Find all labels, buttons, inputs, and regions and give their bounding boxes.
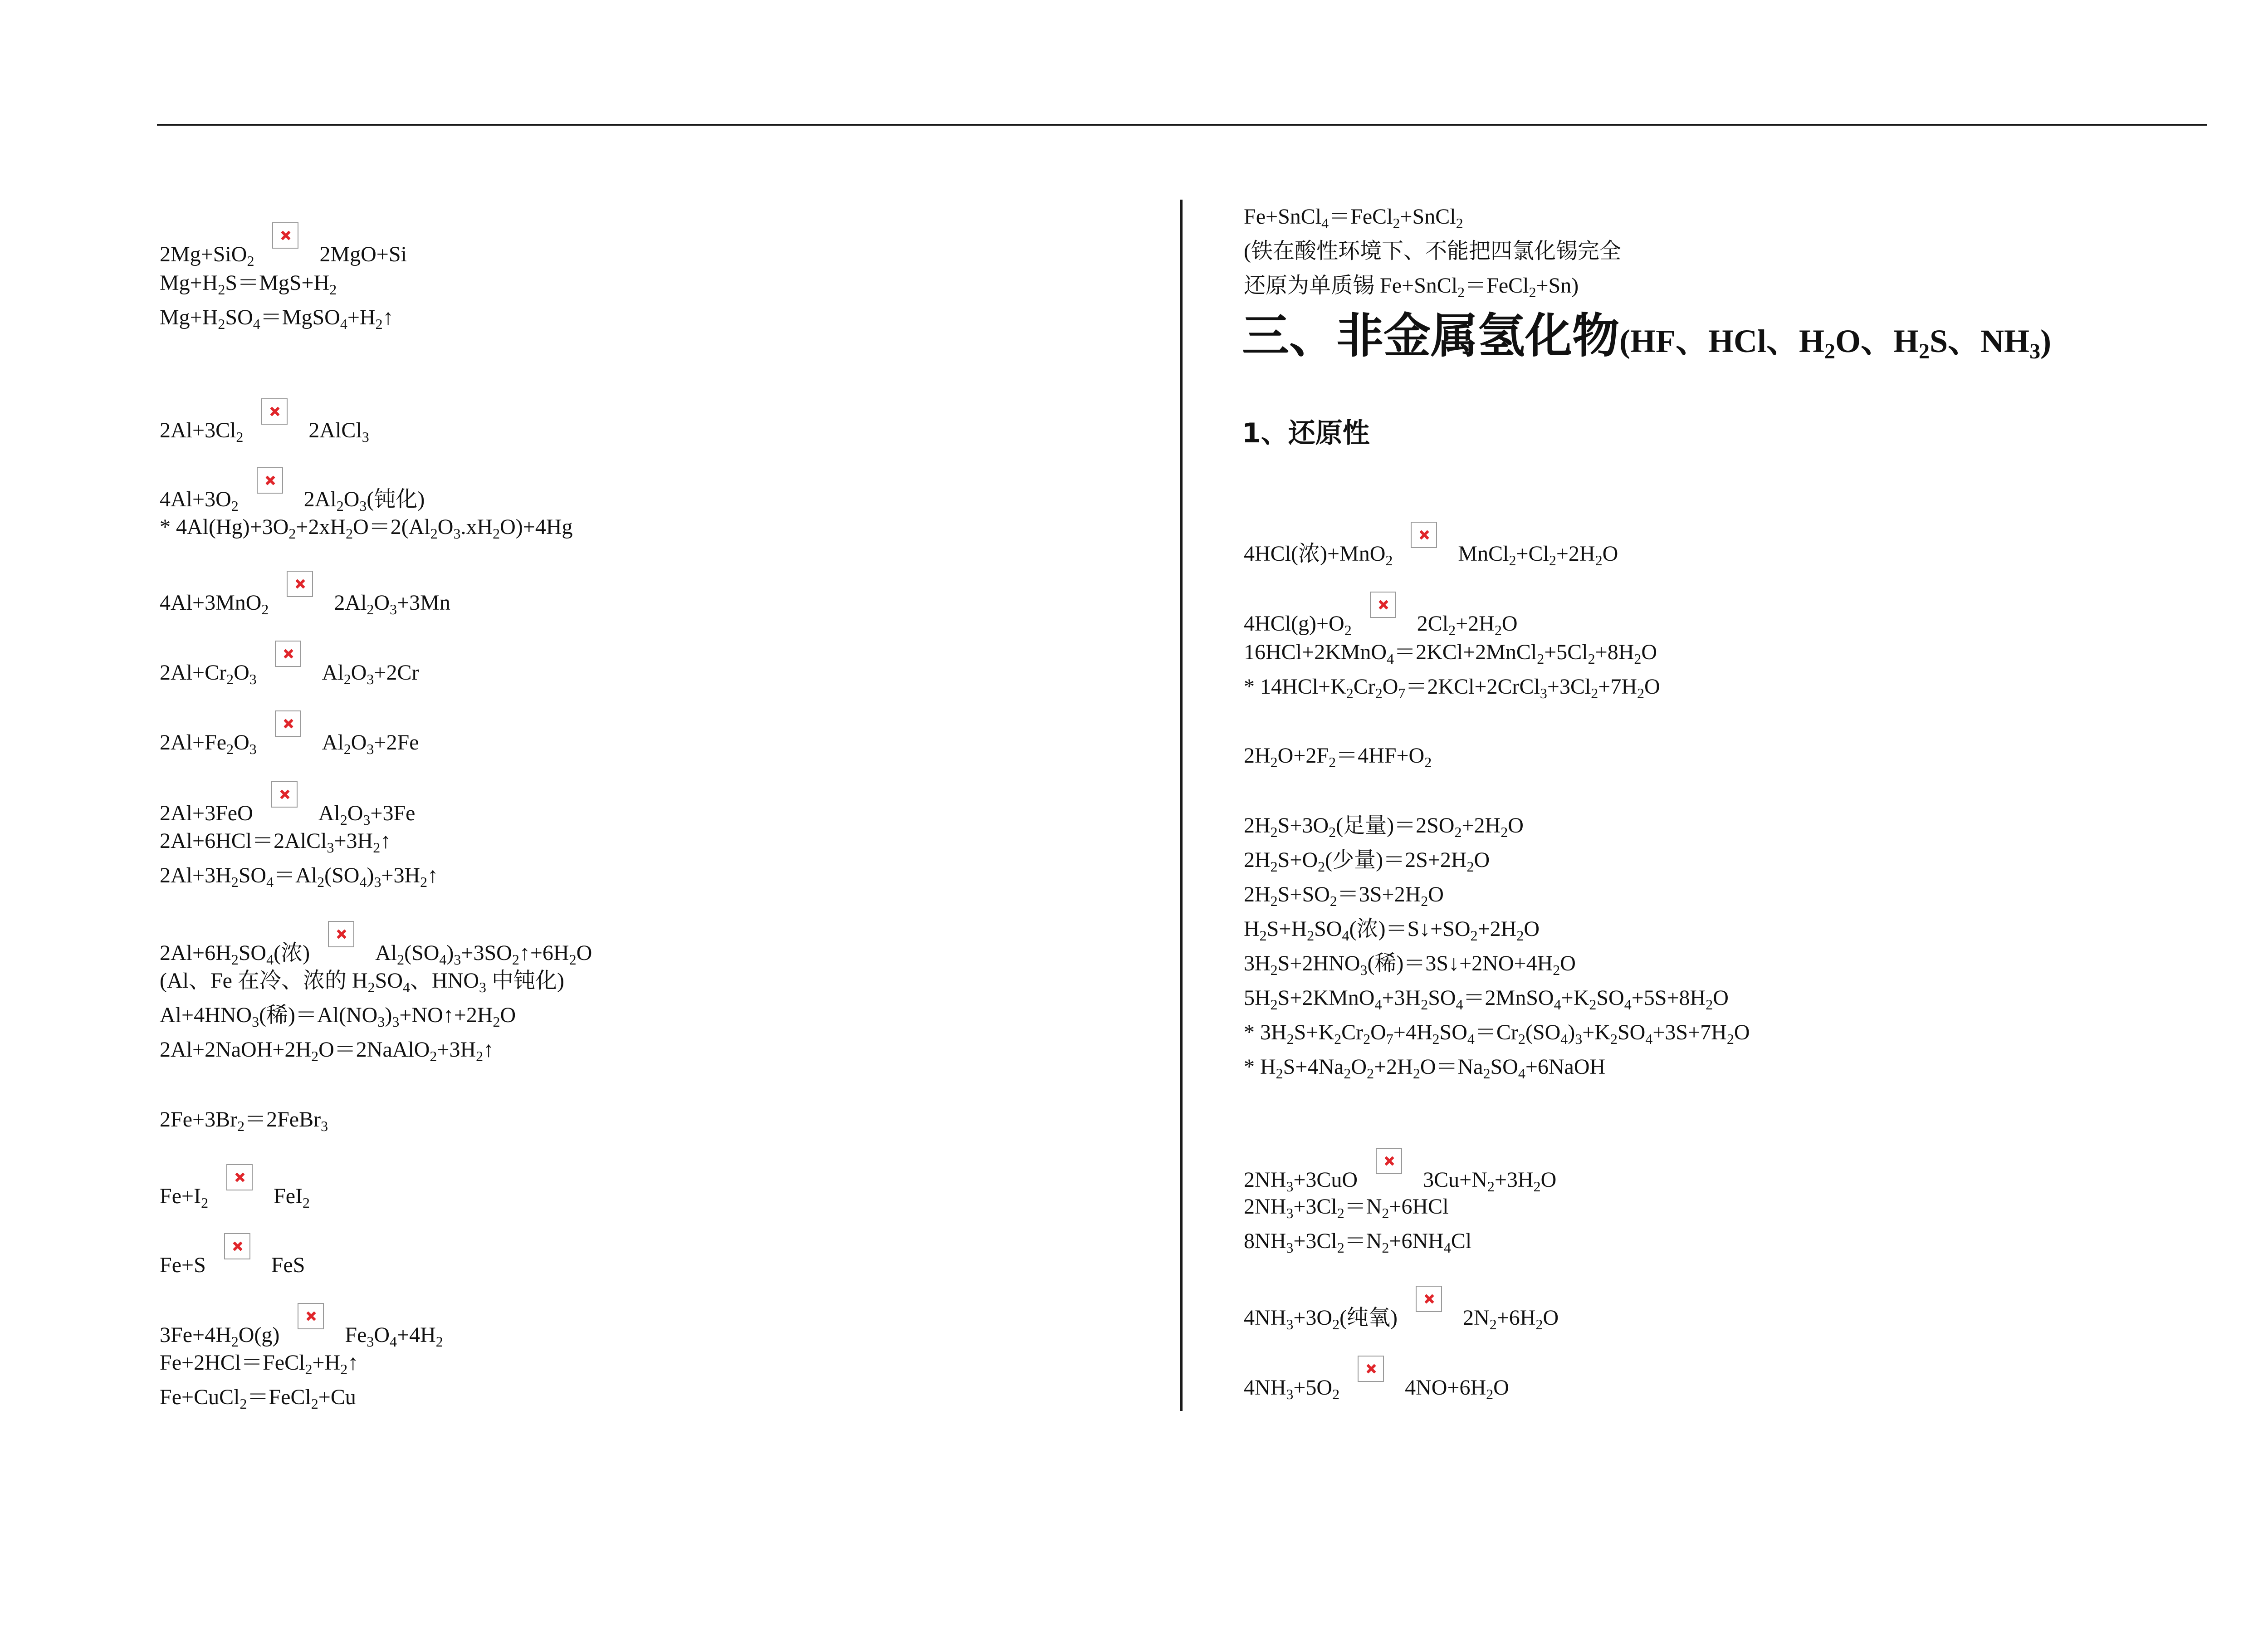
left-equation-8: $2Al+Cr_2O_3$ $Al_2O_3+2Cr$	[160, 641, 419, 686]
left-equation-9: $2Al+Fe_2O_3$ $Al_2O_3+2Fe$	[160, 710, 419, 755]
right-equation-17: $2NH_3+3CuO$ $3Cu+N_2+3H_2O$	[1244, 1148, 1556, 1193]
right-equation-3: 还原为单质锡 Fe+SnCl$_2$＝FeCl$_2$+Sn)	[1244, 274, 1579, 300]
left-equation-22: Fe+CuCl$_2$＝FeCl$_2$+Cu	[160, 1385, 356, 1412]
left-equation-20: $3Fe+4H_2O(g)$ $Fe_3O_4+4H_2$	[160, 1303, 443, 1348]
right-equation-19: $8NH_3+3Cl_2=N_2+6NH_4Cl$	[1244, 1229, 1472, 1256]
right-equation-10: $2H_2S+O_2$(少量)$=2S+2H_2O$	[1244, 848, 1490, 875]
left-equation-16: $2Al+2NaOH+2H_2O=2NaAlO_2+3H_2↑$	[160, 1038, 494, 1064]
right-equation-11: $2H_2S+SO_2=3S+2H_2O$	[1244, 882, 1444, 909]
right-equation-12: $H_2S+H_2SO_4$(浓)$=S↓+SO_2+2H_2O$	[1244, 917, 1540, 944]
broken-image-icon	[1416, 1286, 1442, 1312]
subsection-heading: 1、还原性	[1242, 417, 1370, 449]
right-equation-15: * $3H_2S+K_2Cr_2O_7+4H_2SO_4=Cr_2(SO_4)_3+K_2SO_4+3S+7H_2O$	[1244, 1020, 1750, 1047]
right-equation-13: $3H_2S+2HNO_3$(稀)$=3S↓+2NO+4H_2O$	[1244, 951, 1576, 978]
left-equation-13: $2Al+6H_2SO_4$(浓) $Al_2(SO_4)_3+3SO_2↑+6H_2O$	[160, 921, 592, 966]
left-equation-12: $2Al+3H_2SO_4=Al_2(SO_4)_3+3H_2↑$	[160, 863, 439, 890]
right-equation-9: $2H_2S+3O_2$(足量)$=2SO_2+2H_2O$	[1244, 813, 1524, 840]
left-equation-11: $2Al+6HCl=2AlCl_3+3H_2↑$	[160, 829, 391, 856]
broken-image-icon	[1376, 1148, 1402, 1174]
left-equation-4: $2Al+3Cl_2$ 2AlCl$_3$	[160, 398, 369, 443]
left-equation-21: $Fe+2HCl=FeCl_2+H_2↑$	[160, 1351, 359, 1377]
broken-image-icon	[1370, 592, 1396, 618]
section-heading-formulas: (HF、HCl、$H_2O$、$H_2S$、$NH_3$)	[1619, 323, 2052, 363]
left-equation-15: $Al+4HNO_3$(稀)$=Al(NO_3)_3+NO↑+2H_2O$	[160, 1003, 516, 1030]
left-equation-17: $2Fe+3Br_2=2FeBr_3$	[160, 1107, 328, 1134]
broken-image-icon	[1358, 1356, 1384, 1382]
left-equation-3: $Mg+H_2SO_4=MgSO_4+H_2↑$	[160, 305, 394, 332]
right-equation-21: $4NH_3+5O_2$ $4NO+6H_2O$	[1244, 1356, 1509, 1401]
right-equation-14: $5H_2S+2KMnO_4+3H_2SO_4=2MnSO_4+K_2SO_4+5S+8H_2O$	[1244, 986, 1729, 1013]
left-equation-10: 2Al+3FeO $Al_2O_3+3Fe$	[160, 781, 415, 826]
left-equation-6: * $4Al(Hg)+3O_2+2xH_2O=2(Al_2O_3.xH_2O)+4Hg$	[160, 515, 573, 542]
right-equation-16: * $H_2S+4Na_2O_2+2H_2O=Na_2SO_4+6NaOH$	[1244, 1055, 1606, 1082]
broken-image-icon	[1411, 522, 1437, 548]
left-equation-5: $4Al+3O_2$ $2Al_2O_3$(钝化)	[160, 467, 425, 512]
right-equation-7: * $14HCl+K_2Cr_2O_7=2KCl+2CrCl_3+3Cl_2+7H_2O$	[1244, 675, 1660, 701]
left-equation-14: (Al、Fe 在冷、浓的 $H_2SO_4$、$HNO_3$ 中钝化)	[160, 969, 565, 995]
right-equation-1: Fe+SnCl$_4$＝FeCl$_2$+SnCl$_2$	[1244, 205, 1463, 231]
right-equation-20: $4NH_3+3O_2$(纯氧) $2N_2+6H_2O$	[1244, 1286, 1559, 1331]
right-equation-18: $2NH_3+3Cl_2=N_2+6HCl$	[1244, 1195, 1449, 1221]
left-equation-19: Fe+S FeS	[160, 1233, 305, 1278]
right-equation-6: $16HCl+2KMnO_4=2KCl+2MnCl_2+5Cl_2+8H_2O$	[1244, 640, 1657, 667]
right-equation-5: $4HCl(g)+O_2$ $2Cl_2+2H_2O$	[1244, 592, 1517, 637]
left-equation-2: $Mg+H_2S=MgS+H_2$	[160, 271, 337, 298]
right-equation-4: 4HCl(浓)+MnO$_2$ $MnCl_2+Cl_2+2H_2O$	[1244, 522, 1618, 567]
left-equation-18: $Fe+I_2$ FeI$_2$	[160, 1164, 310, 1209]
section-heading-main: 三、非金属氢化物	[1242, 308, 1620, 363]
section-heading	[1242, 309, 2051, 368]
right-equation-2: (铁在酸性环境下、不能把四氯化锡完全	[1244, 239, 1621, 263]
right-equation-8: $2H_2O+2F_2=4HF+O_2$	[1244, 744, 1432, 770]
left-equation-7: 4Al+3MnO$_2$ $2Al_2O_3+3Mn$	[160, 571, 450, 616]
left-equation-1: 2Mg+SiO$_2$ 2MgO+Si	[160, 222, 407, 267]
